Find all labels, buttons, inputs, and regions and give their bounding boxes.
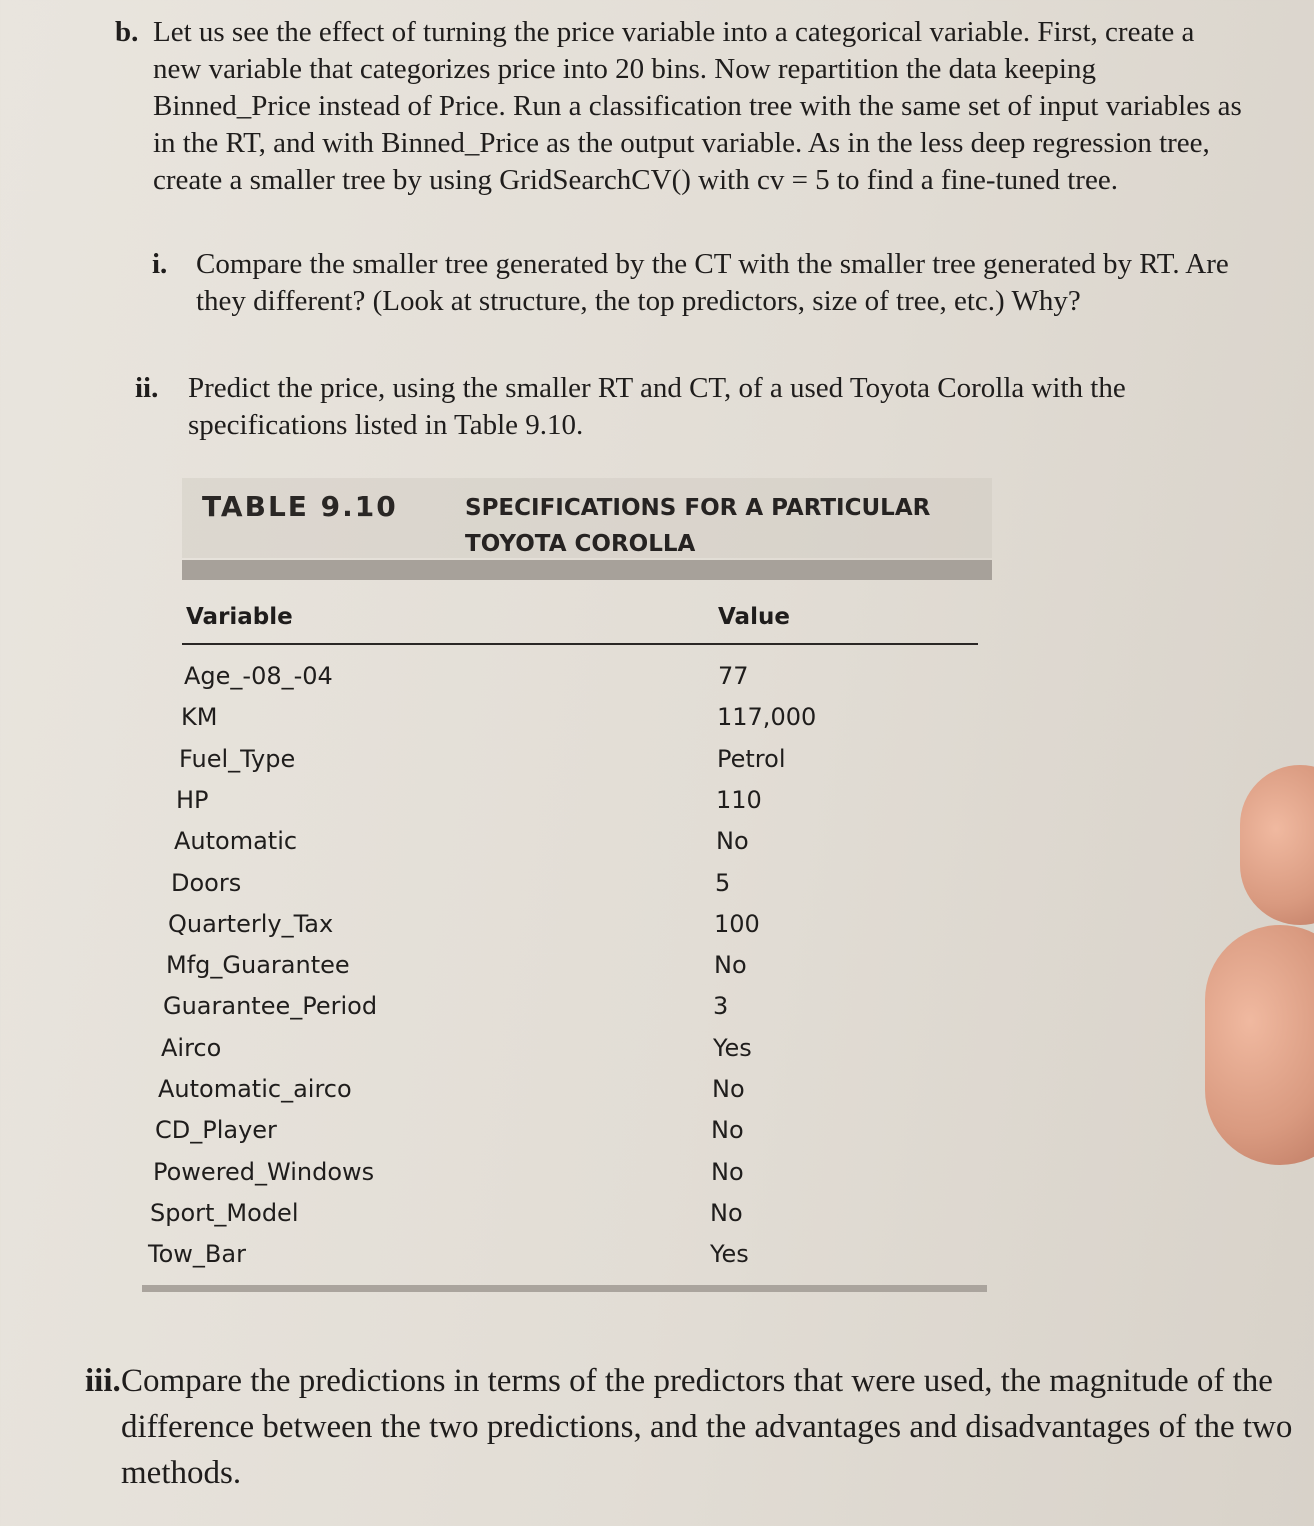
table-bottom-rule	[142, 1285, 987, 1292]
variable-cell: KM	[181, 703, 218, 732]
value-cell: No	[712, 1075, 745, 1103]
table-caption-line-2: TOYOTA COROLLA	[465, 531, 696, 557]
value-cell: Yes	[713, 1033, 752, 1062]
value-cell: Petrol	[717, 744, 786, 773]
table-row	[150, 1234, 1010, 1274]
variable-cell: Automatic	[174, 827, 298, 856]
finger-decoration	[1240, 765, 1314, 925]
value-cell: 3	[713, 992, 729, 1021]
variable-cell: Doors	[171, 868, 242, 897]
question-b-ii-label: ii.	[135, 372, 159, 404]
table-row	[150, 945, 1010, 985]
value-cell: 110	[716, 785, 762, 814]
variable-cell: HP	[176, 785, 209, 814]
value-cell: 5	[715, 868, 731, 897]
table-number: TABLE 9.10	[202, 490, 398, 523]
variable-cell: Age_-08_-04	[184, 662, 333, 690]
variable-cell: Guarantee_Period	[163, 992, 378, 1021]
table-row	[150, 656, 1010, 696]
finger-decoration	[1205, 925, 1314, 1165]
variable-cell: Mfg_Guarantee	[166, 951, 350, 980]
column-header-value: Value	[718, 604, 790, 630]
value-cell: No	[711, 1157, 744, 1186]
table-top-rule	[182, 560, 992, 580]
variable-cell: Quarterly_Tax	[168, 909, 334, 938]
variable-cell: Tow_Bar	[148, 1240, 246, 1269]
specifications-table	[150, 478, 1010, 1298]
variable-cell: Airco	[161, 1033, 222, 1062]
value-cell: Yes	[710, 1240, 749, 1269]
table-row	[150, 1152, 1010, 1192]
table-row	[150, 1069, 1010, 1109]
question-b-label: b.	[115, 16, 139, 48]
table-row	[150, 739, 1010, 779]
value-cell: 77	[718, 662, 749, 690]
variable-cell: CD_Player	[155, 1116, 277, 1145]
variable-cell: Automatic_airco	[158, 1075, 352, 1103]
question-b-i-text: Compare the smaller tree generated by the CT with the smaller tree generated by RT. Are they different? (Look at structure, the top predictors, size of tree, etc.) Why?	[196, 248, 1229, 317]
table-row	[150, 697, 1010, 737]
question-b-text: Let us see the effect of turning the price variable into a categorical variable. First, create a new variable that categorizes price into 20 bins. Now repartition the data keeping Binned_Price instead of Price. Run a classification tree with the same set of input variables as in the RT, and with Binned_Price as the output variable. As in the less deep regression tree, create a smaller tree by using GridSearchCV() with cv = 5 to find a fine-tuned tree.	[153, 16, 1242, 196]
table-row	[150, 863, 1010, 903]
question-b-iii-label: iii.	[85, 1363, 121, 1399]
value-cell: No	[710, 1198, 743, 1227]
table-row	[150, 1110, 1010, 1150]
table-row	[150, 986, 1010, 1026]
column-header-variable: Variable	[186, 604, 293, 630]
variable-cell: Powered_Windows	[153, 1157, 375, 1186]
table-row	[150, 821, 1010, 861]
table-caption	[465, 490, 965, 562]
table-row	[150, 1028, 1010, 1068]
table-row	[150, 780, 1010, 820]
table-row	[150, 904, 1010, 944]
value-cell: 117,000	[717, 703, 817, 732]
variable-cell: Fuel_Type	[179, 744, 296, 773]
header-rule	[182, 643, 978, 645]
table-caption-line-1: SPECIFICATIONS FOR A PARTICULAR	[465, 495, 931, 521]
question-b-ii-text: Predict the price, using the smaller RT and CT, of a used Toyota Corolla with the specifications listed in Table 9.10.	[188, 372, 1126, 441]
value-cell: No	[716, 827, 749, 856]
question-b-i-label: i.	[152, 248, 168, 280]
question-b-iii-text: Compare the predictions in terms of the predictors that were used, the magnitude of the difference between the two predictions, and the advantages and disadvantages of the two methods.	[121, 1363, 1293, 1491]
value-cell: No	[711, 1116, 744, 1145]
value-cell: No	[714, 951, 747, 980]
table-row	[150, 1193, 1010, 1233]
variable-cell: Sport_Model	[150, 1198, 299, 1227]
value-cell: 100	[714, 909, 760, 938]
